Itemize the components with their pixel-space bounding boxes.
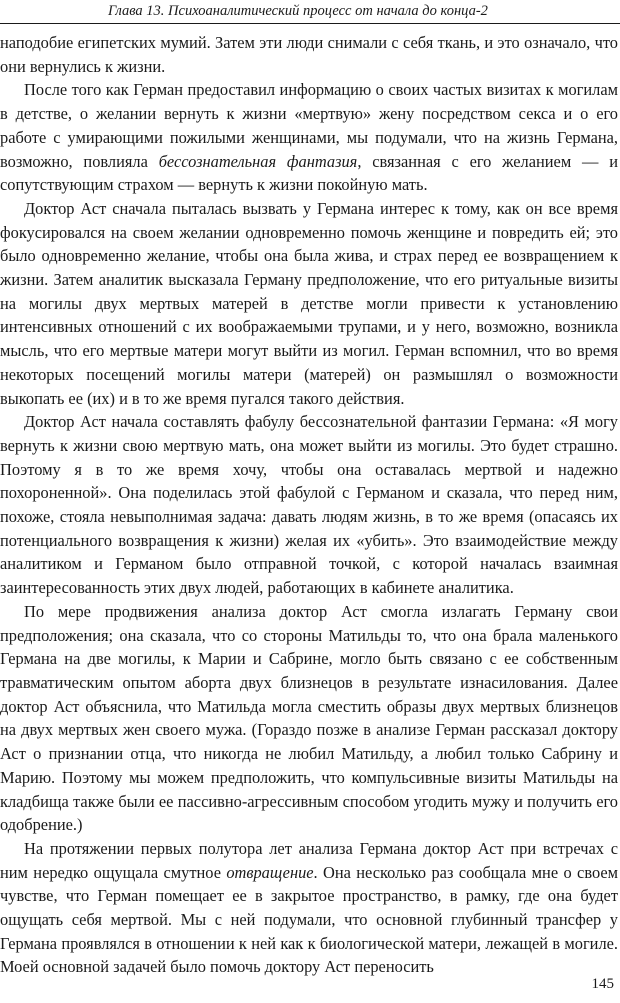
paragraph-text: После того как Герман предоставил информацию о своих частых визитах к могилам в детстве, о желании вернуть к жизни «мертвую» жену посредством секса и о его работе с умирающими пожилыми женщинами, мы подумали, что на жизнь Германа, возможно, повлияла (0, 80, 618, 171)
paragraph-text: наподобие египетских мумий. Затем эти люди снимали с себя ткань, и это означало, что они вернулись к жизни. (0, 33, 618, 76)
body-text (0, 31, 618, 979)
italic-text: отвращение (226, 862, 314, 882)
paragraph-text: Доктор Аст начала составлять фабулу бессознательной фантазии Германа: «Я могу вернуть к жизни свою мертвую мать, она может выйти из могилы. Это будет страшно. Поэтому я в то же время хочу, чтобы она оставалась мертвой и надежно похороненной». Она поделилась этой фабулой с Германом и сказала, что перед ним, похоже, стояла невыполнимая задача: давать людям жизнь, в то же время (опасаясь их потенциального возвращения к жизни) желая их «убить». Это взаимодействие между аналитиком и Германом было отправной точкой, с которой началась взаимная заинтересованность этих двух людей, работающих в кабинете аналитика. (0, 412, 618, 598)
paragraph (0, 410, 618, 600)
paragraph (0, 31, 618, 78)
paragraph (0, 600, 618, 837)
page-number: 145 (591, 976, 614, 992)
header-rule (0, 23, 620, 24)
paragraph-text: Доктор Аст сначала пыталась вызвать у Германа интерес к тому, как он все время фокусировался на своем желании одновременно помочь женщине и повредить ей; это было одновременно желание, чтобы она была жива, и страх перед ее возвращением к жизни. Затем аналитик высказала Герману предположение, что его ритуальные визиты на могилы двух мертвых матерей в детстве могли привести к установлению интенсивных отношений с их воображаемыми трупами, и у него, возможно, возникла мысль, что его мертвые матери могут выйти из могил. Герман вспомнил, что во время некоторых посещений могилы матери (матерей) он размышлял о возможности выкопать ее (их) и в то же время пугался такого действия. (0, 198, 618, 408)
paragraph-text: По мере продвижения анализа доктор Аст смогла излагать Герману свои предположения; она сказала, что со стороны Матильды то, что она брала маленького Германа на две могилы, к Марии и Сабрине, могло быть связано с ее собственным травматическим опытом аборта двух близнецов в результате изнасилования. Далее доктор Аст объяснила, что Матильда могла сместить образы двух мертвых близнецов на двух мертвых жен своего мужа. (Гораздо позже в анализе Герман рассказал доктору Аст о признании отца, что никогда не любил Матильду, а любил только Сабрину и Марию. Поэтому мы можем предположить, что компульсивные визиты Матильды на кладбища также были ее пассивно-агрессивным способом угодить мужу и получить его одобрение.) (0, 601, 618, 835)
running-header (0, 2, 620, 24)
paragraph (0, 78, 618, 197)
paragraph (0, 197, 618, 410)
paragraph (0, 837, 618, 979)
paragraph-text: . Она несколько раз сообщала мне о своем чувстве, что Герман помещает ее в закрытое пространство, в рамку, где она будет ощущать себя мертвой. Мы с ней подумали, что основной глубинный трансфер у Германа проявлялся в отношении к ней как к биологической матери, лежащей в могиле. Моей основной задачей было помочь доктору Аст переносить (0, 862, 618, 977)
paragraph-text: , связанная с его желанием — и сопутствующим страхом — вернуть к жизни покойную мать. (0, 151, 618, 195)
italic-text: бессознательная фантазия (158, 151, 358, 171)
chapter-title: Глава 13. Психоаналитический процесс от начала до конца-2 (108, 3, 488, 19)
paragraph-text: На протяжении первых полутора лет анализа Германа доктор Аст при встречах с ним нередко ощущала смутное (0, 838, 618, 882)
